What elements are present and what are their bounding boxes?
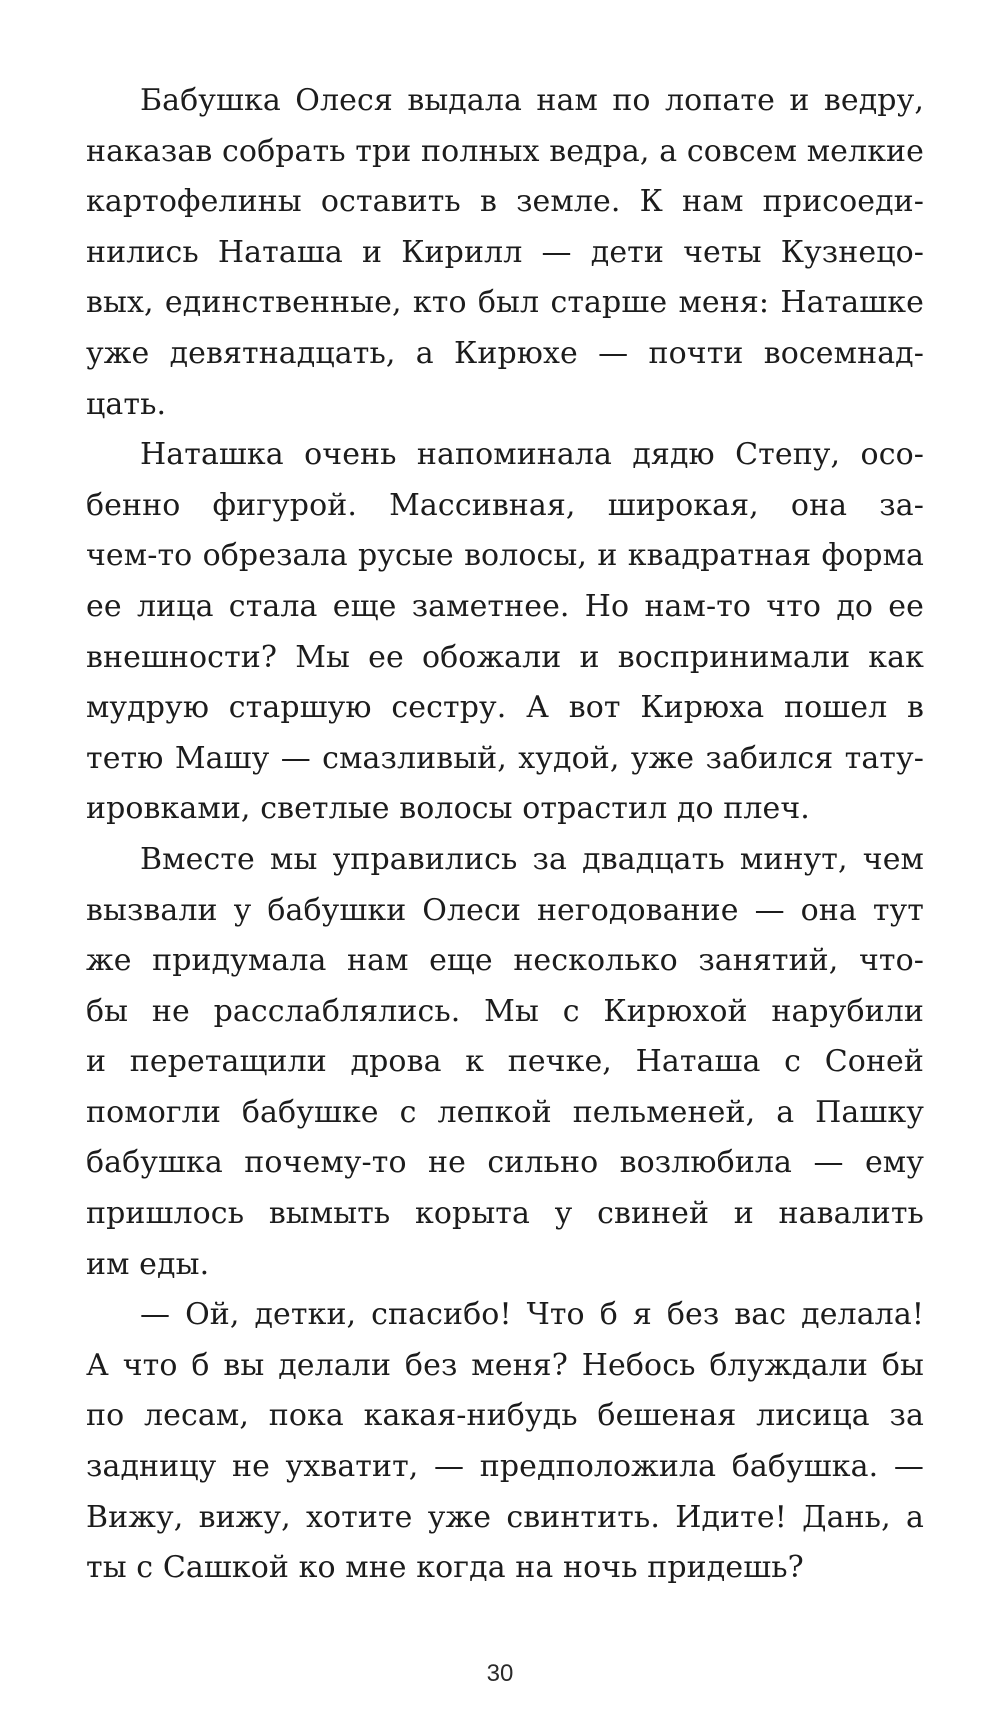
paragraph: [86, 1290, 924, 1594]
text-line: ты с Сашкой ко мне когда на ночь придешь?: [86, 1550, 804, 1586]
paragraph: [86, 430, 924, 835]
text-line: бы не расслаблялись. Мы с Кирюхой нарубили: [86, 993, 924, 1029]
text-line: же придумала нам еще несколько занятий, что-: [86, 943, 924, 979]
text-line: бенно фигурой. Массивная, широкая, она за-: [86, 487, 924, 523]
page-number: 30: [486, 1660, 514, 1687]
text-line: ее лица стала еще заметнее. Но нам-то что до ее: [86, 588, 924, 624]
text-line: им еды.: [86, 1246, 210, 1282]
paragraph: [86, 835, 924, 1290]
text-line: внешности? Мы ее обожали и воспринимали как: [86, 639, 924, 675]
text-line: цать.: [86, 386, 167, 422]
text-line: наказав собрать три полных ведра, а совсем мелкие: [86, 133, 924, 169]
text-line: — Ой, детки, спасибо! Что б я без вас делала!: [140, 1297, 924, 1333]
body-text: [86, 76, 924, 1594]
text-line: тетю Машу — смазливый, худой, уже забился тату-: [86, 740, 924, 776]
text-line: чем-то обрезала русые волосы, и квадратная форма: [86, 538, 924, 574]
text-line: помогли бабушке с лепкой пельменей, а Пашку: [86, 1094, 924, 1130]
text-line: Вместе мы управились за двадцать минут, чем: [140, 841, 924, 877]
text-line: задницу не ухватит, — предположила бабушка. —: [86, 1449, 924, 1485]
text-line: нились Наташа и Кирилл — дети четы Кузнецо-: [86, 234, 924, 270]
text-line: уже девятнадцать, а Кирюхе — почти восемнад-: [86, 335, 924, 371]
paragraph: [86, 76, 924, 430]
text-line: бабушка почему-то не сильно возлюбила — ему: [86, 1145, 924, 1181]
text-line: Бабушка Олеся выдала нам по лопате и ведру,: [140, 83, 924, 118]
text-line: ировками, светлые волосы отрастил до плеч.: [86, 791, 810, 827]
text-line: пришлось вымыть корыта у свиней и навалить: [86, 1196, 924, 1232]
text-line: А что б вы делали без меня? Небось блуждали бы: [86, 1347, 924, 1383]
text-line: по лесам, пока какая-нибудь бешеная лисица за: [86, 1398, 924, 1434]
text-line: вых, единственные, кто был старше меня: Наташке: [86, 285, 924, 321]
text-line: Наташка очень напоминала дядю Степу, осо-: [140, 437, 924, 473]
text-line: и перетащили дрова к печке, Наташа с Соней: [86, 1044, 924, 1080]
text-line: вызвали у бабушки Олеси негодование — она тут: [86, 892, 924, 928]
text-line: мудрую старшую сестру. А вот Кирюха пошел в: [86, 690, 924, 726]
text-line: Вижу, вижу, хотите уже свинтить. Идите! Дань, а: [86, 1499, 924, 1535]
text-line: картофелины оставить в земле. К нам присоеди-: [86, 184, 924, 220]
